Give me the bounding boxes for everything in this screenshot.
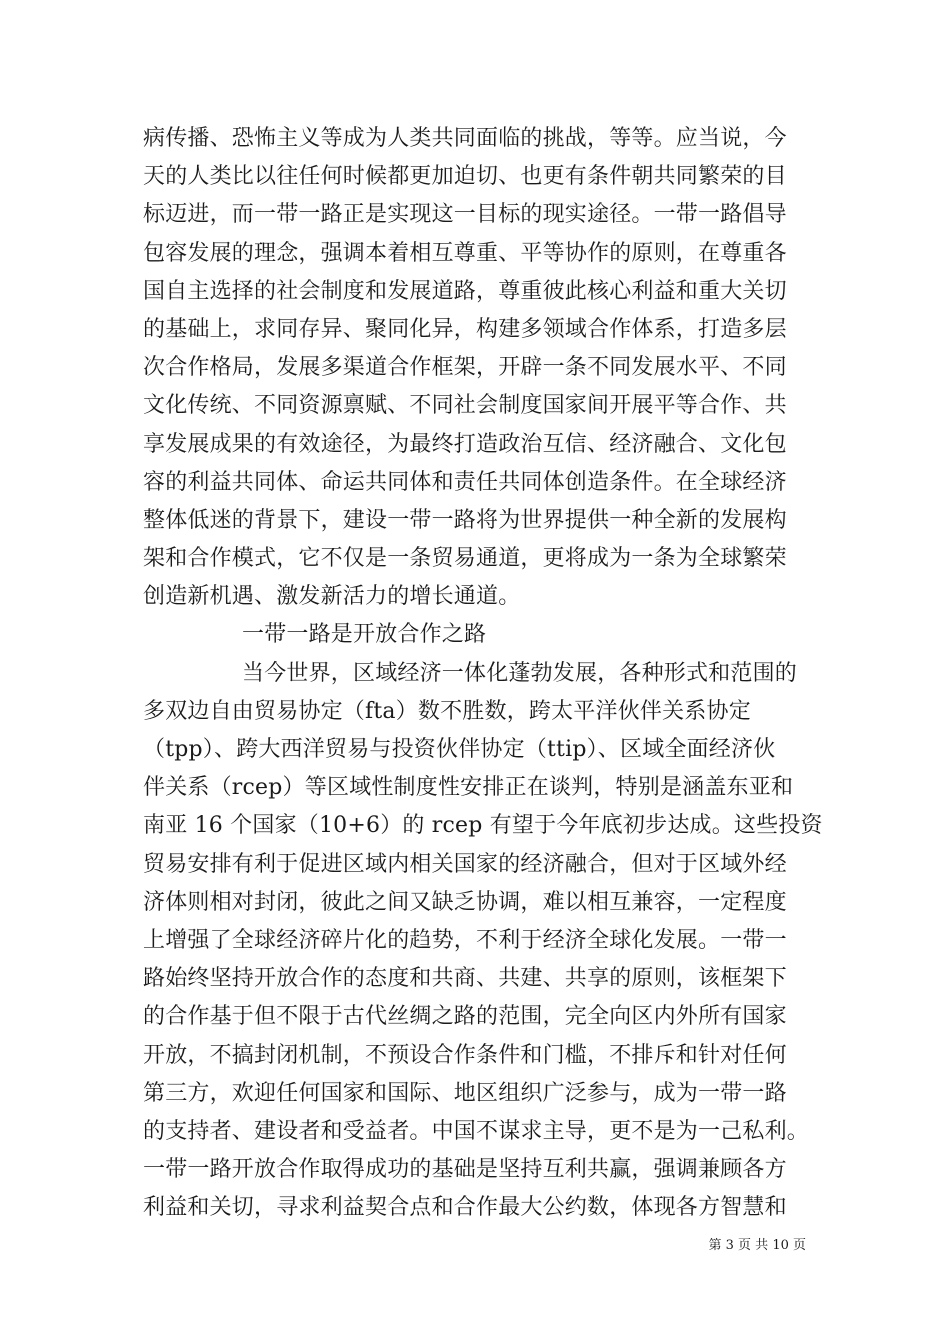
text-line: 伴关系（rcep）等区域性制度性安排正在谈判，特别是涵盖东亚和 [143, 775, 794, 801]
section-heading: 一带一路是开放合作之路 [242, 622, 487, 648]
text-line: 容的利益共同体、命运共同体和责任共同体创造条件。在全球经济 [143, 469, 787, 495]
text-line: 开放，不搞封闭机制，不预设合作条件和门槛，不排斥和针对任何 [143, 1042, 787, 1068]
text-line: 标迈进，而一带一路正是实现这一目标的现实途径。一带一路倡导 [143, 202, 787, 228]
text-line: 包容发展的理念，强调本着相互尊重、平等协作的原则，在尊重各 [143, 240, 787, 266]
text-line: 利益和关切，寻求利益契合点和合作最大公约数，体现各方智慧和 [143, 1195, 787, 1221]
paragraph-first-line: 当今世界，区域经济一体化蓬勃发展，各种形式和范围的 [242, 660, 798, 686]
text-line: 整体低迷的背景下，建设一带一路将为世界提供一种全新的发展构 [143, 507, 787, 533]
text-line: 的支持者、建设者和受益者。中国不谋求主导，更不是为一己私利。 [143, 1118, 810, 1144]
text-line: 次合作格局，发展多渠道合作框架，开辟一条不同发展水平、不同 [143, 355, 787, 381]
text-line: 国自主选择的社会制度和发展道路，尊重彼此核心利益和重大关切 [143, 278, 787, 304]
text-line: 架和合作模式，它不仅是一条贸易通道，更将成为一条为全球繁荣 [143, 546, 787, 572]
text-line: 路始终坚持开放合作的态度和共商、共建、共享的原则，该框架下 [143, 966, 787, 992]
text-line: 天的人类比以往任何时候都更加迫切、也更有条件朝共同繁荣的目 [143, 164, 787, 190]
text-line: 一带一路开放合作取得成功的基础是坚持互利共赢，强调兼顾各方 [143, 1157, 787, 1183]
text-line: 文化传统、不同资源禀赋、不同社会制度国家间开展平等合作、共 [143, 393, 787, 419]
text-line: 第三方，欢迎任何国家和国际、地区组织广泛参与，成为一带一路 [143, 1080, 787, 1106]
text-line: 的基础上，求同存异、聚同化异，构建多领域合作体系，打造多层 [143, 316, 787, 342]
text-line: 上增强了全球经济碎片化的趋势，不利于经济全球化发展。一带一 [143, 927, 787, 953]
text-line: 贸易安排有利于促进区域内相关国家的经济融合，但对于区域外经 [143, 851, 787, 877]
page-number-footer: 第 3 页 共 10 页 [708, 1238, 806, 1253]
text-line: 多双边自由贸易协定（fta）数不胜数，跨太平洋伙伴关系协定 [143, 698, 751, 724]
text-line: 的合作基于但不限于古代丝绸之路的范围，完全向区内外所有国家 [143, 1004, 787, 1030]
text-line: 享发展成果的有效途径，为最终打造政治互信、经济融合、文化包 [143, 431, 787, 457]
text-line: 济体则相对封闭，彼此之间又缺乏协调，难以相互兼容，一定程度 [143, 889, 787, 915]
text-line: 南亚 16 个国家（10+6）的 rcep 有望于今年底初步达成。这些投资 [143, 813, 823, 839]
text-line: （tpp）、跨大西洋贸易与投资伙伴协定（ttip）、区域全面经济伙 [143, 737, 776, 762]
text-line: 创造新机遇、激发新活力的增长通道。 [143, 584, 521, 610]
text-line: 病传播、恐怖主义等成为人类共同面临的挑战，等等。应当说，今 [143, 126, 787, 151]
body-text [143, 120, 823, 1227]
